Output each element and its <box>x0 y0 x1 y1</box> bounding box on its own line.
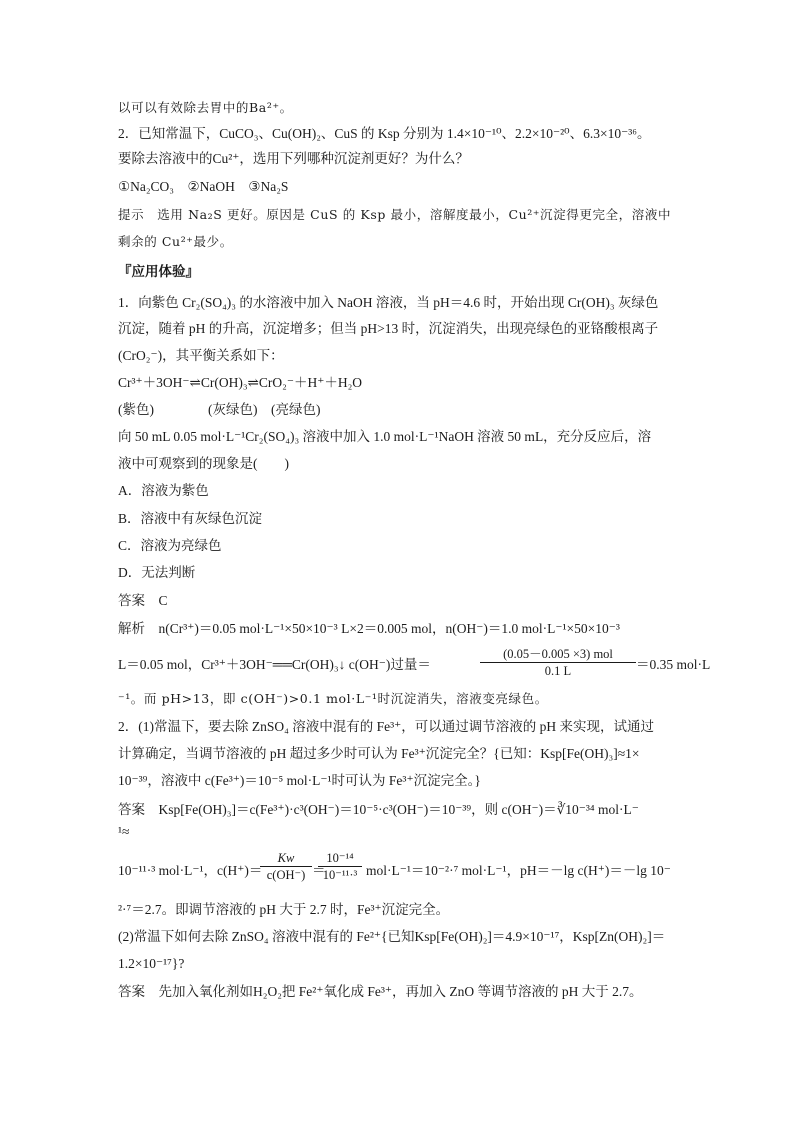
question-2-1-line: 2．(1)常温下，要去除 ZnSO₄ 溶液中混有的 Fe³⁺，可以通过调节溶液的 pH 来实现，试通过 <box>118 719 654 734</box>
option-a: A．溶液为紫色 <box>118 483 209 498</box>
equals-sign: ＝ <box>312 863 326 878</box>
equation-line: Cr³⁺＋3OH⁻⇌Cr(OH)₃⇌CrO₂⁻＋H⁺＋H₂O <box>118 375 363 390</box>
fraction-numerator: Kw <box>260 851 312 867</box>
answer-line: 10⁻¹¹·³ mol·L⁻¹，c(H⁺)＝ <box>118 863 263 878</box>
color-labels-line: (紫色) (灰绿色) (亮绿色) <box>118 402 321 417</box>
answer-line: ²·⁷＝2.7。即调节溶液的 pH 大于 2.7 时，Fe³⁺沉淀完全。 <box>118 902 450 917</box>
question-2-1-line: 10⁻³⁹，溶液中 c(Fe³⁺)＝10⁻⁵ mol·L⁻¹时可认为 Fe³⁺沉淀完全。} <box>118 773 481 788</box>
fraction-denominator: 0.1 L <box>544 664 572 678</box>
question-2-2-line: (2)常温下如何去除 ZnSO₄ 溶液中混有的 Fe²⁺{已知Ksp[Fe(OH)₂]＝4.9×10⁻¹⁷，Ksp[Zn(OH)₂]＝ <box>118 929 666 944</box>
question-2-1-line: 计算确定，当调节溶液的 pH 超过多少时可认为 Fe³⁺沉淀完全？{已知：Ksp[Fe(OH)₃]≈1× <box>118 746 640 761</box>
answer-line-tail: mol·L⁻¹＝10⁻²·⁷ mol·L⁻¹，pH＝－lg c(H⁺)＝－lg 10⁻ <box>366 863 671 878</box>
question-2-2-line: 1.2×10⁻¹⁷}? <box>118 956 185 971</box>
question-1-line: (CrO₂⁻)，其平衡关系如下： <box>118 348 284 363</box>
fraction-numerator: (0.05－0.005 ×3) mol <box>480 647 636 663</box>
analysis-line: L＝0.05 mol，Cr³⁺＋3OH⁻══Cr(OH)₃↓ c(OH⁻)过量＝ <box>118 657 431 672</box>
answer-line: ¹≈ <box>118 824 130 839</box>
kw-fraction <box>260 851 312 882</box>
text-line: 以可以有效除去胃中的Ba²⁺。 <box>118 100 293 115</box>
analysis-line-tail: ＝0.35 mol·L <box>636 657 711 672</box>
option-d: D．无法判断 <box>118 565 196 580</box>
answer-line: 答案 Ksp[Fe(OH)₃]＝c(Fe³⁺)·c³(OH⁻)＝10⁻⁵·c³(OH⁻)＝10⁻³⁹，则 c(OH⁻)＝∛10⁻³⁴ mol·L⁻ <box>118 802 639 817</box>
question-1-line: 液中可观察到的现象是( ) <box>118 456 289 471</box>
numeric-fraction <box>318 851 362 882</box>
section-heading: 『应用体验』 <box>118 264 199 279</box>
analysis-line: ⁻¹。而 pH>13，即 c(OH⁻)>0.1 mol·L⁻¹时沉淀消失，溶液变亮绿色。 <box>118 691 548 706</box>
answer-line: 答案 先加入氧化剂如H₂O₂把 Fe²⁺氧化成 Fe³⁺，再加入 ZnO 等调节溶液的 pH 大于 2.7。 <box>118 984 643 999</box>
hint-line: 提示 选用 Na₂S 更好。原因是 CuS 的 Ksp 最小，溶解度最小，Cu²⁺沉淀得更完全，溶液中 <box>118 207 672 222</box>
option-c: C．溶液为亮绿色 <box>118 538 222 553</box>
fraction-denominator: 10⁻¹¹·³ <box>322 868 358 882</box>
question-1-line: 向 50 mL 0.05 mol·L⁻¹Cr₂(SO₄)₃ 溶液中加入 1.0 mol·L⁻¹NaOH 溶液 50 mL，充分反应后，溶 <box>118 429 652 444</box>
fraction-numerator: 10⁻¹⁴ <box>318 851 362 867</box>
answer-line: 答案 C <box>118 593 168 608</box>
excess-oh-fraction <box>480 647 636 678</box>
hint-line: 剩余的 Cu²⁺最少。 <box>118 234 233 249</box>
question-1-line: 1．向紫色 Cr₂(SO₄)₃ 的水溶液中加入 NaOH 溶液，当 pH＝4.6 时，开始出现 Cr(OH)₃ 灰绿色 <box>118 295 659 310</box>
fraction-denominator: c(OH⁻) <box>266 868 306 882</box>
analysis-line: 解析 n(Cr³⁺)＝0.05 mol·L⁻¹×50×10⁻³ L×2＝0.005 mol，n(OH⁻)＝1.0 mol·L⁻¹×50×10⁻³ <box>118 621 620 636</box>
options-line: ①Na₂CO₃ ②NaOH ③Na₂S <box>118 179 289 194</box>
question-1-line: 沉淀，随着 pH 的升高，沉淀增多；但当 pH>13 时，沉淀消失，出现亮绿色的亚铬酸根离子 <box>118 321 659 336</box>
question-2-line: 2．已知常温下，CuCO₃、Cu(OH)₂、CuS 的 Ksp 分别为 1.4×10⁻¹⁰、2.2×10⁻²⁰、6.3×10⁻³⁶。 <box>118 126 651 141</box>
question-2-line: 要除去溶液中的Cu²⁺，选用下列哪种沉淀剂更好？为什么？ <box>118 151 469 166</box>
option-b: B．溶液中有灰绿色沉淀 <box>118 511 263 526</box>
